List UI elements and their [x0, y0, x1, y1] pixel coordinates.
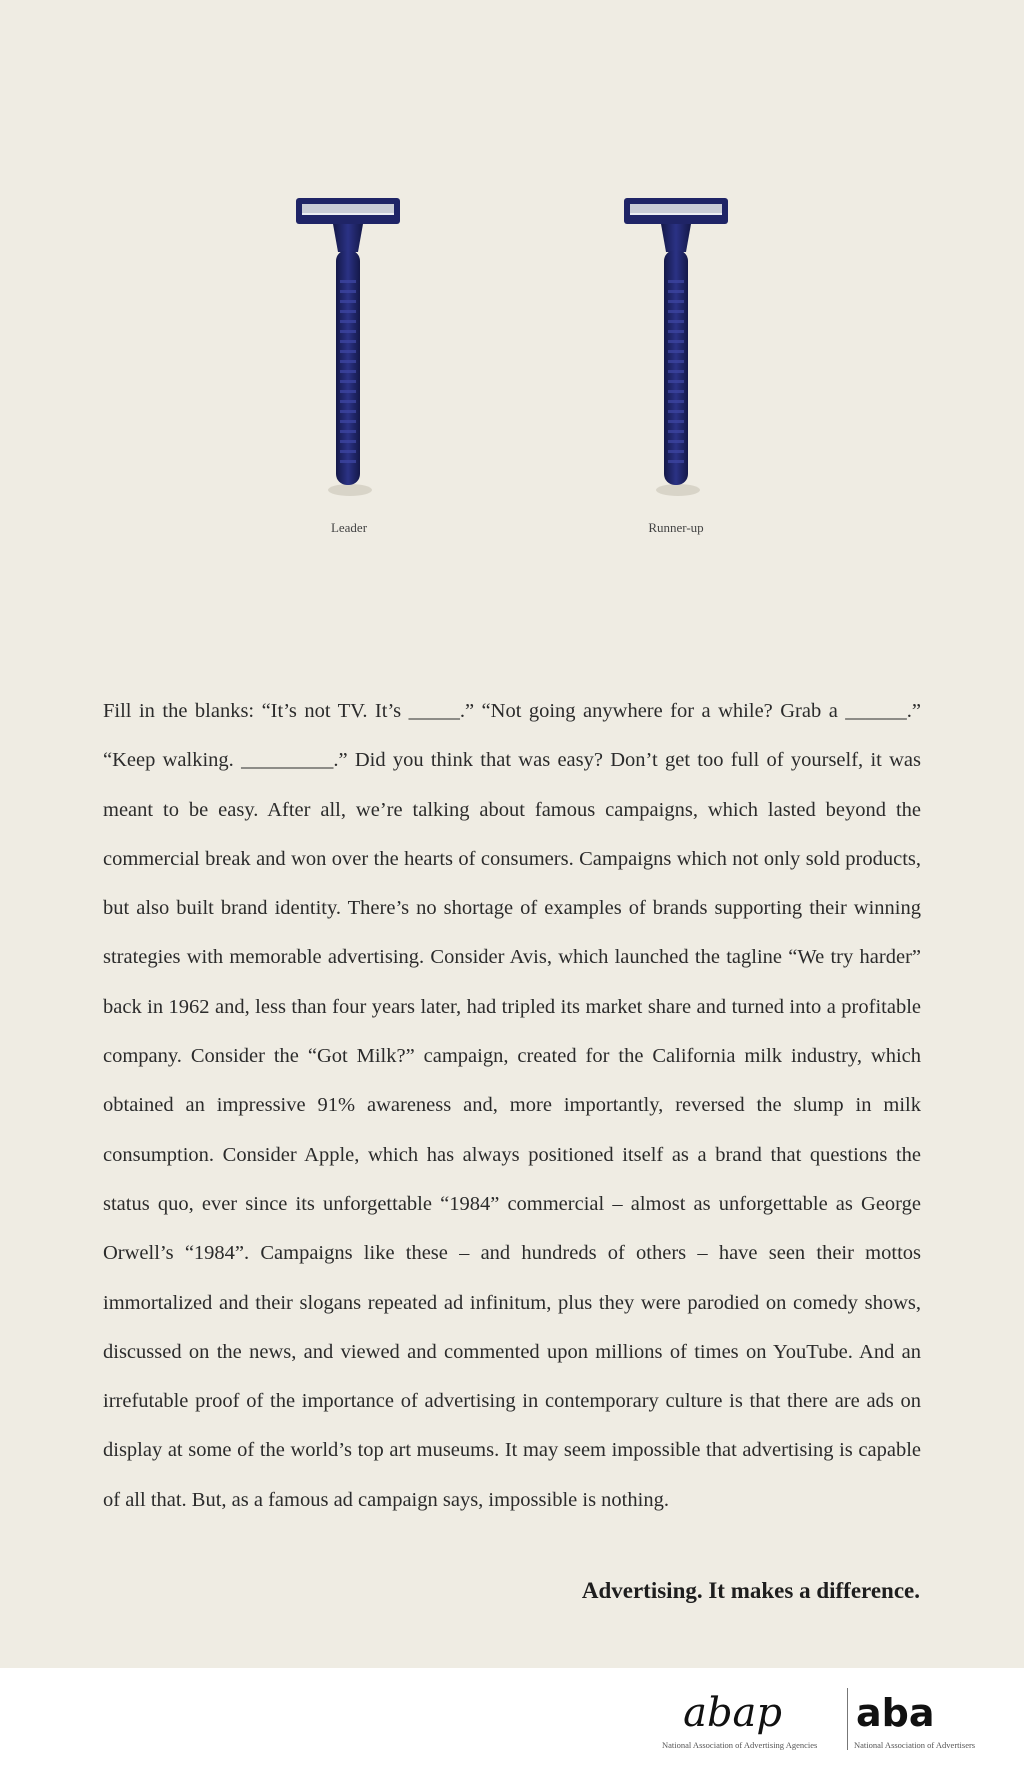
logo-divider — [847, 1688, 848, 1750]
aba-logo-text: aba — [856, 1691, 935, 1735]
aba-caption: National Association of Advertisers — [854, 1740, 976, 1750]
razor-leader-icon — [278, 190, 418, 510]
razor-runner-up-icon — [606, 190, 746, 510]
body-copy: Fill in the blanks: “It’s not TV. It’s _____.” “Not going anywhere for a while? Grab a ______.” “Keep walking. _________.” Did you think that was easy? Don’t get too full of yourself, it was meant to be easy. After all, we’re talking about famous campaigns, which lasted beyond the commercial break and won over the hearts of consumers. Campaigns which not only sold products, but also built brand identity. There’s no shortage of examples of brands supporting their winning strategies with memorable advertising. Consider Avis, which launched the tagline “We try harder” back in 1962 and, less than four years later, had tripled its market share and turned into a profitable company. Consider the “Got Milk?” campaign, created for the California milk industry, which obtained an impressive 91% awareness and, more importantly, reversed the slump in milk consumption. Consider Apple, which has always positioned itself as a brand that questions the status quo, ever since its unforgettable “1984” commercial – almost as unforgettable as George Orwell’s “1984”. Campaigns like these – and hundreds of others – have seen their mottos immortalized and their slogans repeated ad infinitum, plus they were parodied on comedy shows, discussed on the news, and viewed and commented upon millions of times on YouTube. And an irrefutable proof of the importance of advertising in contemporary culture is that there are ads on display at some of the world’s top art museums. It may seem impossible that advertising is capable of all that. But, as a famous ad campaign says, impossible is nothing. — [103, 700, 921, 1511]
abap-caption: National Association of Advertising Agencies — [662, 1740, 818, 1750]
abap-logo-icon — [662, 1690, 842, 1734]
logo-aba — [854, 1690, 975, 1750]
razor-leader — [278, 190, 418, 570]
razor-runner-up — [606, 190, 746, 570]
logo-abap — [662, 1690, 842, 1750]
razor-caption-runner-up: Runner-up — [648, 520, 704, 535]
tagline: Advertising. It makes a difference. — [581, 1578, 920, 1603]
aba-logo-icon — [854, 1690, 935, 1735]
footer — [0, 1668, 1024, 1777]
abap-logo-text: abap — [683, 1690, 782, 1736]
razor-caption-leader: Leader — [330, 520, 368, 535]
